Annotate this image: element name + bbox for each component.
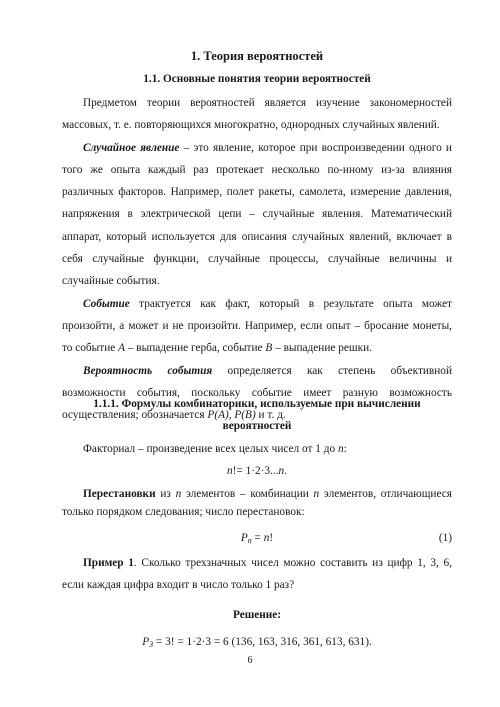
chapter-title: 1. Теория вероятностей [190,49,324,63]
paragraph-text: трактуется как факт, который в результате опыта может произойти, а может и не произойти. Например, если опыт – бросание монеты, то событие [62,297,452,355]
factorial-formula [62,460,452,482]
variable-n: n [313,487,320,500]
variable-n: n [226,465,233,478]
solution-formula [62,631,452,656]
paragraph-text: элементов – комбинации [181,487,314,500]
paragraph-event [62,293,452,360]
section-title: 1.1. Основные понятия теории вероятностей [143,73,371,85]
formula-text: != 1·2·3... [232,465,279,478]
paragraph-factorial [62,438,452,460]
term-permutations: Перестановки [83,487,156,500]
subscript-3: 3 [149,639,154,649]
variable-n: n [263,531,270,544]
example-label: Пример 1 [83,556,134,569]
main-text [62,92,452,426]
variable-n: n [337,443,344,455]
probability-notation: P(A), P(B) [207,409,256,422]
paragraph-text: определяется как степень объективной возможности события, поскольку событие имеет разную возможность осуществления; обозначается [62,364,452,422]
variable-p: P [240,531,248,544]
paragraph-text: – это явление, которое при воспроизведении одного и того же опыта каждый раз протекает несколько по-иному из-за влияния различных факторов. Например, полет ракеты, самолета, измерение давления, напряжения в электрической цепи – случайные явления. Математический аппарат, который используется для описания случайных явлений, включает в себя случайные функции, случайные процессы, случайные величины и случайные события. [62,141,452,288]
equation-number: (1) [438,531,452,544]
page-number: 6 [247,655,253,666]
paragraph-text: Факториал – произведение всех целых чисел от 1 до [83,443,338,455]
paragraph-text: элементов, отличающиеся только порядком следования; число перестановок: [62,487,452,518]
term-event: Событие [83,297,130,310]
solution-label: Решение: [232,609,282,622]
paragraph-permutations [62,483,452,521]
formula-text: = [251,531,264,544]
permutation-formula [62,527,452,552]
paragraph-random-phenomenon [62,137,452,293]
formula-text: . [284,465,288,478]
variable-n: n [175,487,182,500]
symbol-a: A [118,342,125,355]
term-random-phenomenon: Случайное явление [83,141,180,154]
subscript-n: n [247,535,252,545]
combinatorics-text [62,438,452,656]
formula-text: ! [269,531,274,544]
paragraph-text: – выпадение герба, событие [125,342,266,355]
paragraph-text: : [343,443,347,455]
paragraph-text: . Сколько трехзначных чисел можно составить из цифр 1, 3, 6, если каждая цифра входит в число только 1 раз? [62,556,452,592]
symbol-b: B [265,342,273,355]
paragraph-text: из [155,487,176,500]
subsection-title: 1.1.1. Формулы комбинаторики, используемые при вычислении вероятностей [93,398,421,433]
paragraph-example [62,552,452,597]
variable-n: n [278,465,285,478]
paragraph-intro: Предметом теории вероятностей является изучение закономерностей массовых, т. е. повторяющихся многократно, однородных случайных явлений. [62,97,452,132]
formula-text: = 3! = 1·2·3 = 6 (136, 163, 316, 361, 613, 631). [153,635,372,648]
term-probability: Вероятность события [83,364,213,377]
paragraph-text: – выпадение решки. [272,342,372,355]
paragraph-text: и т. д. [255,409,286,422]
variable-p: P [142,635,150,648]
